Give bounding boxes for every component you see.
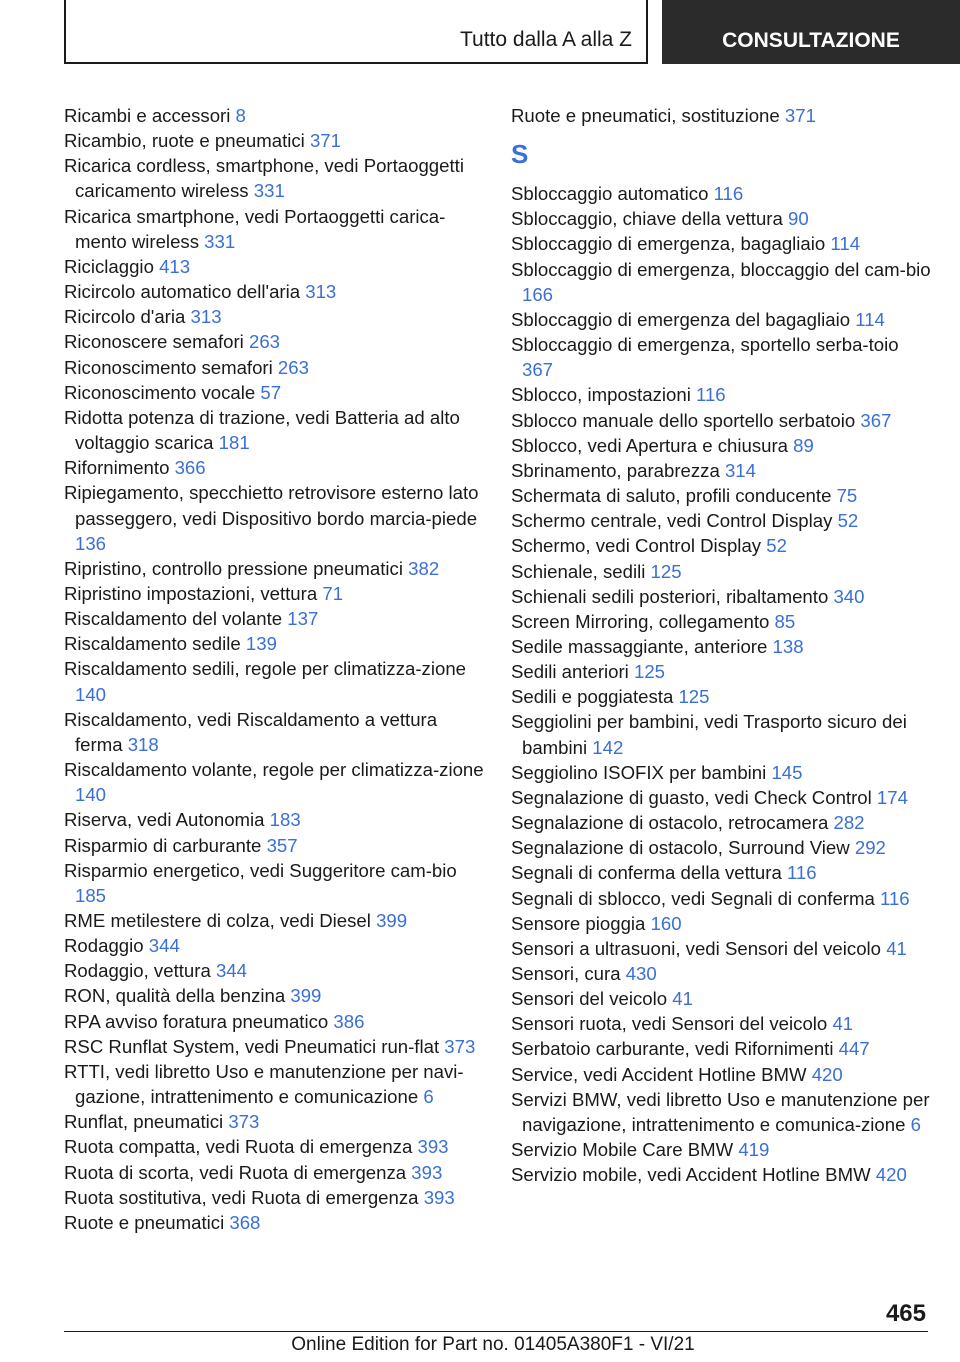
index-entry bbox=[64, 329, 484, 354]
index-entry bbox=[64, 405, 484, 455]
index-page-link[interactable]: 116 bbox=[713, 183, 744, 205]
index-page-link[interactable]: 413 bbox=[159, 255, 191, 277]
index-page-link[interactable]: 367 bbox=[522, 359, 554, 381]
index-entry bbox=[511, 332, 931, 382]
footer-edition bbox=[0, 1334, 960, 1356]
index-entry-text: Sensori a ultrasuoni, vedi Sensori del veicolo bbox=[511, 937, 887, 959]
index-entry-text: Ricambi e accessori bbox=[64, 105, 236, 126]
index-page-link[interactable]: 174 bbox=[876, 786, 908, 808]
index-entry-text: Schermata di saluto, profili conducente bbox=[511, 485, 837, 507]
index-entry-text: RTTI, vedi libretto Uso e manutenzione per navi‐gazione, intrattenimento e comunicazione bbox=[64, 1060, 464, 1108]
index-page-link[interactable]: 318 bbox=[127, 733, 159, 755]
index-page-link[interactable]: 125 bbox=[650, 560, 682, 582]
index-entry bbox=[511, 760, 931, 785]
index-page-link[interactable]: 136 bbox=[75, 532, 107, 554]
index-entry bbox=[511, 382, 931, 407]
index-entry-text: Seggiolini per bambini, vedi Trasporto sicuro dei bambini bbox=[511, 711, 907, 758]
index-page-link[interactable]: 89 bbox=[793, 434, 814, 456]
index-entry bbox=[511, 886, 931, 911]
index-page-link[interactable]: 368 bbox=[229, 1211, 261, 1233]
index-entry-text: Sbloccaggio di emergenza, sportello serba‐toio bbox=[511, 334, 899, 356]
index-entry bbox=[64, 455, 484, 480]
index-entry bbox=[64, 355, 484, 380]
index-entry bbox=[511, 684, 931, 709]
index-page-link[interactable]: 371 bbox=[309, 130, 341, 152]
footer-edition-text: Online Edition for Part no. 01405A380F1 - VI/21 bbox=[291, 1334, 695, 1355]
index-page-link[interactable]: 393 bbox=[417, 1136, 449, 1158]
index-entry-text: Sbloccaggio di emergenza del bagagliaio bbox=[511, 308, 856, 330]
index-entry-text: Ricambio, ruote e pneumatici bbox=[64, 130, 310, 152]
section-letter: S bbox=[511, 139, 529, 170]
index-page-link[interactable]: 340 bbox=[833, 585, 865, 607]
index-page-link[interactable]: 419 bbox=[738, 1139, 770, 1161]
index-entry-text: Schienali sedili posteriori, ribaltamento bbox=[511, 585, 834, 607]
index-entry-text: Riscaldamento volante, regole per climatizza‐zione bbox=[64, 759, 484, 781]
index-page-link[interactable]: 85 bbox=[774, 610, 796, 632]
index-page-link[interactable]: 344 bbox=[215, 960, 247, 982]
index-entry bbox=[64, 807, 484, 832]
index-entry-text: Ruote e pneumatici, sostituzione bbox=[511, 105, 785, 126]
index-entry bbox=[64, 606, 484, 631]
index-page-link[interactable]: 116 bbox=[880, 887, 910, 909]
index-page-link[interactable]: 139 bbox=[245, 633, 277, 655]
index-entry bbox=[511, 1062, 931, 1087]
index-entry-text: Ruota sostitutiva, vedi Ruota di emergenza bbox=[64, 1186, 424, 1208]
index-entry bbox=[511, 257, 931, 307]
index-entry bbox=[511, 408, 931, 433]
index-page-link[interactable]: 90 bbox=[788, 208, 809, 230]
index-page-link[interactable]: 373 bbox=[444, 1035, 476, 1057]
header-title-box bbox=[64, 0, 648, 64]
index-entry-text: Riscaldamento sedile bbox=[64, 633, 246, 655]
index-entry-text: Sbrinamento, parabrezza bbox=[511, 459, 725, 481]
index-page-link[interactable]: 399 bbox=[376, 910, 408, 931]
index-entry-text: Ripristino impostazioni, vettura bbox=[64, 582, 323, 604]
index-entry-text: Schienale, sedili bbox=[511, 560, 651, 582]
index-entry bbox=[511, 785, 931, 810]
index-page-link[interactable]: 145 bbox=[771, 761, 803, 783]
index-entry-text: Ripristino, controllo pressione pneumatici bbox=[64, 557, 409, 579]
index-entry bbox=[64, 707, 484, 757]
index-entry bbox=[64, 983, 484, 1008]
index-entry-text: Sensori, cura bbox=[511, 963, 626, 984]
index-entry bbox=[64, 933, 484, 958]
index-entry bbox=[64, 153, 484, 203]
index-entry bbox=[64, 304, 484, 329]
index-page-link[interactable]: 140 bbox=[75, 683, 107, 705]
index-page-link[interactable]: 263 bbox=[248, 331, 281, 353]
index-entry-text: Rodaggio bbox=[64, 935, 149, 957]
index-entry bbox=[511, 559, 931, 584]
index-entry bbox=[64, 656, 484, 706]
index-entry bbox=[64, 480, 484, 555]
index-entry-text: Riconoscimento vocale bbox=[64, 381, 261, 403]
index-entry bbox=[511, 103, 931, 128]
index-entry-text: Ruota di scorta, vedi Ruota di emergenza bbox=[64, 1161, 412, 1183]
index-page-link[interactable]: 371 bbox=[784, 105, 816, 126]
index-entry-text: Riconoscimento semafori bbox=[64, 356, 278, 378]
index-entry bbox=[64, 204, 484, 254]
index-entry bbox=[511, 860, 931, 885]
index-entry bbox=[64, 279, 484, 304]
index-entry bbox=[64, 631, 484, 656]
index-entry-text: Riciclaggio bbox=[64, 255, 160, 277]
index-entry-text: Sbloccaggio di emergenza, bloccaggio del cam‐bio bbox=[511, 258, 931, 280]
index-entry-text: Seggiolino ISOFIX per bambini bbox=[511, 761, 772, 783]
index-page-link[interactable]: 71 bbox=[322, 582, 344, 604]
index-entry-text: RSC Runflat System, vedi Pneumatici run‐flat bbox=[64, 1035, 445, 1057]
index-entry bbox=[64, 1134, 484, 1159]
index-entry-text: Sblocco, vedi Apertura e chiusura bbox=[511, 434, 794, 456]
index-entry-text: Riscaldamento del volante bbox=[64, 608, 288, 630]
index-entry-text: Ricircolo d'aria bbox=[64, 306, 191, 328]
index-entry-text: Sensori del veicolo bbox=[511, 988, 673, 1010]
index-page-link[interactable]: 420 bbox=[875, 1164, 907, 1186]
index-page-link[interactable]: 314 bbox=[724, 459, 756, 481]
index-entry bbox=[511, 810, 931, 835]
index-page-link[interactable]: 140 bbox=[75, 784, 107, 806]
index-entry bbox=[64, 1034, 484, 1059]
index-entry bbox=[64, 908, 484, 933]
index-entry bbox=[64, 380, 484, 405]
index-entry-text: Sblocco manuale dello sportello serbatoio bbox=[511, 409, 861, 431]
index-page-link[interactable]: 52 bbox=[766, 535, 787, 557]
index-page-link[interactable]: 399 bbox=[290, 985, 322, 1007]
index-entry-text: Risparmio energetico, vedi Suggeritore cam‐bio bbox=[64, 859, 457, 881]
index-page-link[interactable]: 313 bbox=[305, 281, 337, 303]
index-page-link[interactable]: 382 bbox=[408, 557, 440, 579]
index-entry bbox=[511, 181, 931, 206]
index-entry bbox=[511, 1087, 931, 1137]
index-page-link[interactable]: 160 bbox=[650, 912, 682, 934]
index-page-link[interactable]: 282 bbox=[833, 812, 865, 834]
index-page-link[interactable]: 420 bbox=[811, 1063, 843, 1085]
index-entry-text: Servizio mobile, vedi Accident Hotline BMW bbox=[511, 1164, 876, 1186]
index-entry-text: Sedili e poggiatesta bbox=[511, 686, 679, 708]
index-page-link[interactable]: 116 bbox=[786, 862, 817, 884]
index-entry-text: Ruote e pneumatici bbox=[64, 1211, 230, 1233]
index-page-link[interactable]: 331 bbox=[253, 180, 285, 202]
index-page-link[interactable]: 116 bbox=[696, 384, 726, 406]
index-entry bbox=[64, 1009, 484, 1034]
index-page-link[interactable]: 8 bbox=[235, 105, 246, 126]
index-page-link[interactable]: 52 bbox=[837, 510, 859, 532]
index-page-link[interactable]: 57 bbox=[260, 381, 282, 403]
index-entry-text: Sedile massaggiante, anteriore bbox=[511, 635, 773, 657]
index-page-link[interactable]: 373 bbox=[228, 1111, 260, 1133]
index-page-link[interactable]: 366 bbox=[174, 457, 206, 479]
index-entry bbox=[511, 206, 931, 231]
index-entry-text: Schermo, vedi Control Display bbox=[511, 535, 767, 557]
index-column-right bbox=[511, 103, 931, 1187]
index-entry-text: Riserva, vedi Autonomia bbox=[64, 809, 270, 831]
header-section-tab: CONSULTAZIONE bbox=[662, 0, 960, 64]
index-entry bbox=[64, 103, 484, 128]
index-entry bbox=[511, 936, 931, 961]
index-page-link[interactable]: 393 bbox=[423, 1186, 455, 1208]
index-page-link[interactable]: 367 bbox=[860, 409, 892, 431]
index-page-link[interactable]: 6 bbox=[423, 1086, 434, 1108]
index-entry-text: RPA avviso foratura pneumatico bbox=[64, 1010, 334, 1032]
index-page-link[interactable]: 183 bbox=[269, 809, 301, 831]
index-page-link[interactable]: 357 bbox=[266, 834, 298, 856]
index-page-link[interactable]: 263 bbox=[277, 356, 309, 378]
footer-divider bbox=[64, 1331, 928, 1332]
index-page-link[interactable]: 313 bbox=[190, 306, 222, 328]
index-entry-text: Segnali di sblocco, vedi Segnali di conferma bbox=[511, 887, 880, 909]
index-entry-text: Sblocco, impostazioni bbox=[511, 384, 696, 406]
index-entry-text: Ruota compatta, vedi Ruota di emergenza bbox=[64, 1136, 418, 1158]
index-entry-text: Ricircolo automatico dell'aria bbox=[64, 281, 306, 303]
index-entry-text: Sensore pioggia bbox=[511, 912, 651, 934]
index-entry-text: Ricarica smartphone, vedi Portaoggetti carica‐mento wireless bbox=[64, 205, 446, 252]
index-entry-text: Sbloccaggio automatico bbox=[511, 183, 714, 205]
index-page-link[interactable]: 41 bbox=[832, 1013, 854, 1035]
index-entry-text: RME metilestere di colza, vedi Diesel bbox=[64, 910, 377, 931]
index-entry bbox=[511, 584, 931, 609]
index-entry bbox=[511, 508, 931, 533]
index-page-link[interactable]: 41 bbox=[672, 988, 693, 1010]
index-entry bbox=[511, 231, 931, 256]
index-entry-text: Rodaggio, vettura bbox=[64, 960, 216, 982]
index-entry bbox=[511, 1137, 931, 1162]
index-page-link[interactable]: 292 bbox=[854, 837, 886, 859]
index-entry bbox=[64, 757, 484, 807]
index-page-link[interactable]: 75 bbox=[836, 485, 858, 507]
index-page-link[interactable]: 447 bbox=[838, 1038, 870, 1060]
index-page-link[interactable]: 114 bbox=[855, 308, 885, 330]
index-entry bbox=[64, 128, 484, 153]
index-entry bbox=[64, 556, 484, 581]
index-entry bbox=[511, 433, 931, 458]
page-number: 465 bbox=[885, 1300, 926, 1327]
index-entry-text: Servizio Mobile Care BMW bbox=[511, 1139, 739, 1161]
index-entry bbox=[64, 858, 484, 908]
index-entry bbox=[64, 958, 484, 983]
index-entry bbox=[64, 1210, 484, 1235]
index-page-link[interactable]: 181 bbox=[218, 432, 250, 454]
index-column-left bbox=[64, 103, 484, 1235]
index-entry bbox=[64, 1059, 484, 1109]
index-entry bbox=[511, 1162, 931, 1187]
index-entry bbox=[64, 1185, 484, 1210]
index-page-link[interactable]: 166 bbox=[522, 283, 554, 305]
index-entry-text: Riconoscere semafori bbox=[64, 331, 249, 353]
index-entry-text: Sbloccaggio di emergenza, bagagliaio bbox=[511, 233, 831, 255]
index-page-link[interactable]: 185 bbox=[75, 884, 107, 906]
index-entry bbox=[511, 986, 931, 1011]
index-entry bbox=[511, 1011, 931, 1036]
index-entry bbox=[64, 581, 484, 606]
index-entry bbox=[64, 254, 484, 279]
index-entry-text: Rifornimento bbox=[64, 457, 175, 479]
index-entry-text: Segnalazione di ostacolo, Surround View bbox=[511, 837, 855, 859]
index-page-link[interactable]: 393 bbox=[411, 1161, 443, 1183]
index-entry-text: Schermo centrale, vedi Control Display bbox=[511, 510, 838, 532]
index-entry bbox=[511, 307, 931, 332]
index-entry-text: Sensori ruota, vedi Sensori del veicolo bbox=[511, 1013, 833, 1035]
index-entry-text: Ricarica cordless, smartphone, vedi Portaoggetti caricamento wireless bbox=[64, 155, 464, 202]
index-page-link[interactable]: 6 bbox=[910, 1113, 921, 1135]
index-entry-text: Servizi BMW, vedi libretto Uso e manutenzione per navigazione, intrattenimento e comunica‐zione bbox=[511, 1088, 930, 1135]
index-entry-text: Segnalazione di guasto, vedi Check Control bbox=[511, 786, 877, 808]
index-page-link[interactable]: 142 bbox=[592, 736, 624, 758]
index-entry bbox=[511, 634, 931, 659]
index-entry-text: Service, vedi Accident Hotline BMW bbox=[511, 1063, 812, 1085]
index-entry bbox=[64, 833, 484, 858]
index-list-s bbox=[511, 181, 931, 1187]
index-page-link[interactable]: 138 bbox=[772, 635, 804, 657]
index-entry-text: Serbatoio carburante, vedi Rifornimenti bbox=[511, 1038, 839, 1060]
index-entry bbox=[511, 709, 931, 759]
index-page-link[interactable]: 137 bbox=[287, 608, 319, 630]
index-entry-text: Screen Mirroring, collegamento bbox=[511, 610, 775, 632]
index-page-link[interactable]: 344 bbox=[148, 935, 180, 957]
index-entry-text: Risparmio di carburante bbox=[64, 834, 267, 856]
index-entry bbox=[511, 659, 931, 684]
header-title: Tutto dalla A alla Z bbox=[460, 28, 632, 51]
index-entry-text: Ripiegamento, specchietto retrovisore esterno lato passeggero, vedi Dispositivo bordo marcia‐piede bbox=[64, 482, 479, 529]
index-entry bbox=[64, 1109, 484, 1134]
index-page-link[interactable]: 114 bbox=[830, 233, 861, 255]
index-page-link[interactable]: 41 bbox=[886, 937, 907, 959]
index-entry-text: Segnalazione di ostacolo, retrocamera bbox=[511, 812, 834, 834]
index-entry-text: Riscaldamento sedili, regole per climatizza‐zione bbox=[64, 658, 467, 680]
index-page-link[interactable]: 125 bbox=[678, 686, 710, 708]
index-entry-text: Segnali di conferma della vettura bbox=[511, 862, 787, 884]
index-entry bbox=[511, 911, 931, 936]
index-page-link[interactable]: 331 bbox=[204, 230, 236, 252]
index-entry bbox=[511, 458, 931, 483]
index-page-link[interactable]: 386 bbox=[333, 1010, 365, 1032]
index-entry-text: Riscaldamento, vedi Riscaldamento a vettura ferma bbox=[64, 708, 438, 755]
index-entry-text: RON, qualità della benzina bbox=[64, 985, 291, 1007]
index-entry bbox=[511, 835, 931, 860]
index-entry bbox=[64, 1160, 484, 1185]
index-entry-text: Runflat, pneumatici bbox=[64, 1111, 229, 1133]
index-page-link[interactable]: 125 bbox=[633, 661, 666, 683]
index-entry-text: Ridotta potenza di trazione, vedi Batteria ad alto voltaggio scarica bbox=[64, 406, 460, 454]
index-entry bbox=[511, 609, 931, 634]
index-entry bbox=[511, 483, 931, 508]
index-entry bbox=[511, 961, 931, 986]
index-entry bbox=[511, 1036, 931, 1061]
index-entry-text: Sedili anteriori bbox=[511, 661, 634, 683]
index-entry bbox=[511, 533, 931, 558]
index-entry-text: Sbloccaggio, chiave della vettura bbox=[511, 208, 789, 230]
index-page-link[interactable]: 430 bbox=[625, 963, 657, 984]
